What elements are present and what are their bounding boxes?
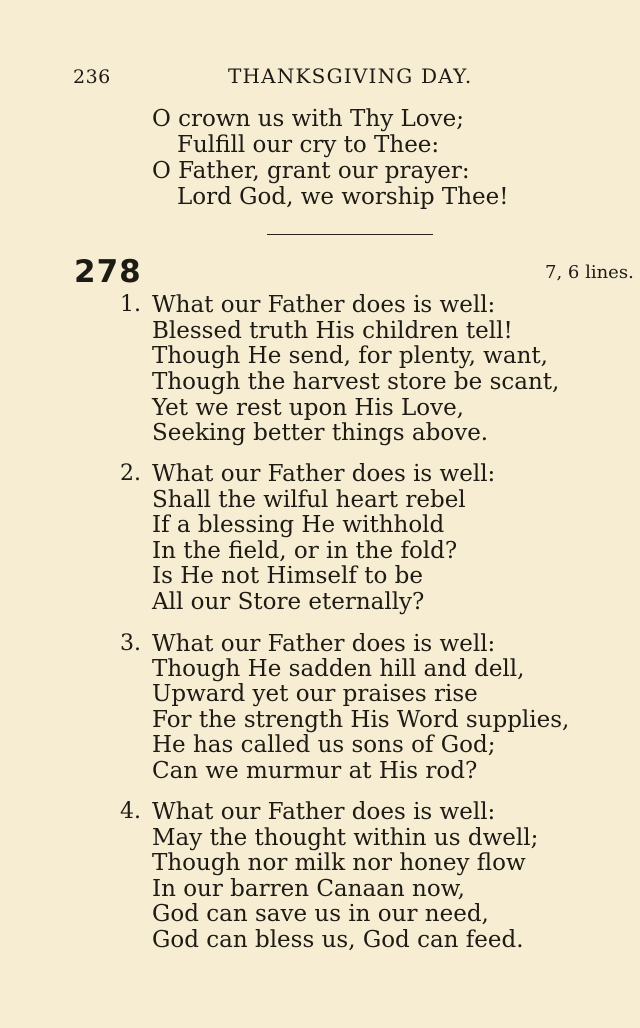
verse-line: Though He sadden hill and dell, xyxy=(152,656,525,682)
hymn-number: 278 xyxy=(74,254,142,290)
stanza-number: 4. xyxy=(120,799,141,824)
verse-line: May the thought within us dwell; xyxy=(152,825,539,851)
verse-line: What our Father does is well: xyxy=(152,631,496,657)
verse-line: Fulfill our cry to Thee: xyxy=(177,132,440,158)
verse-line: All our Store eternally? xyxy=(152,589,425,615)
verse-line: Shall the wilful heart rebel xyxy=(152,487,466,513)
running-title: THANKSGIVING DAY. xyxy=(228,64,473,88)
stanza-number: 3. xyxy=(120,631,141,656)
verse-line: Lord God, we worship Thee! xyxy=(177,184,509,210)
verse-line: What our Father does is well: xyxy=(152,461,496,487)
verse-line: Can we murmur at His rod? xyxy=(152,758,478,784)
verse-line: God can bless us, God can feed. xyxy=(152,927,524,953)
verse-line: Yet we rest upon His Love, xyxy=(152,395,464,421)
verse-line: Is He not Himself to be xyxy=(152,563,423,589)
verse-line: What our Father does is well: xyxy=(152,799,496,825)
verse-line: O crown us with Thy Love; xyxy=(152,106,464,132)
hymn-meter: 7, 6 lines. xyxy=(545,262,634,283)
stanza-number: 2. xyxy=(120,461,141,486)
verse-line: Upward yet our praises rise xyxy=(152,681,478,707)
verse-line: For the strength His Word supplies, xyxy=(152,707,570,733)
verse-line: Though nor milk nor honey flow xyxy=(152,850,526,876)
verse-line: If a blessing He withhold xyxy=(152,512,445,538)
verse-line: Though the harvest store be scant, xyxy=(152,369,560,395)
page-number: 236 xyxy=(73,66,111,88)
stanza-number: 1. xyxy=(120,292,141,317)
verse-line: He has called us sons of God; xyxy=(152,732,496,758)
verse-line: Though He send, for plenty, want, xyxy=(152,343,548,369)
running-header xyxy=(0,64,640,94)
verse-line: In the field, or in the fold? xyxy=(152,538,458,564)
verse-line: In our barren Canaan now, xyxy=(152,876,465,902)
verse-line: Blessed truth His children tell! xyxy=(152,318,513,344)
verse-line: O Father, grant our prayer: xyxy=(152,158,470,184)
verse-line: Seeking better things above. xyxy=(152,420,489,446)
verse-line: God can save us in our need, xyxy=(152,901,489,927)
section-divider xyxy=(267,234,433,235)
verse-line: What our Father does is well: xyxy=(152,292,496,318)
